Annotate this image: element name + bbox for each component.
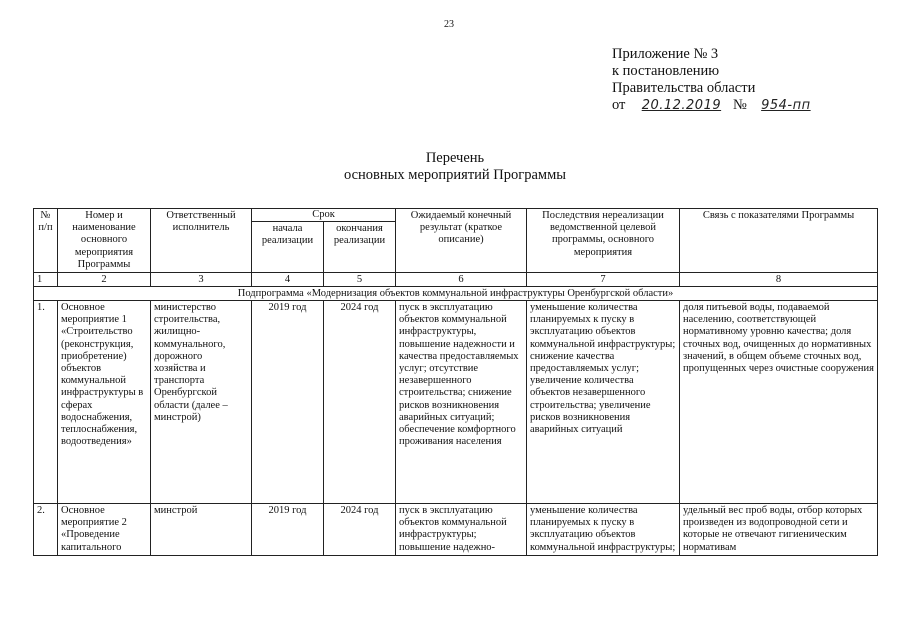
from-label: от [612, 97, 626, 113]
col-number: 8 [680, 273, 878, 287]
header-indicators: Связь с показателями Программы [680, 209, 878, 273]
table-row [34, 301, 878, 504]
heading-line-1: Перечень [425, 150, 485, 166]
appendix-title: Приложение № 3 [612, 46, 719, 62]
header-result: Ожидаемый конечный результат (краткое описание) [396, 209, 527, 273]
header-name: Номер и наименование основного мероприятия Программы [58, 209, 151, 273]
row-consequences: уменьшение количества планируемых к пуску в эксплуатацию объектов коммунальной инфраструктуры; снижение качества предоставляемых услуг; увеличение количества объектов незавершенного строительства; увеличение рисков возникновения аварийных ситуаций [527, 301, 680, 504]
row-indicators: доля питьевой воды, подаваемой населению, соответствующей нормативному уровню качества; доля сточных вод, очищенных до нормативных значений, в общем объеме сточных вод, пропущенных через очистные сооружения [680, 301, 878, 504]
appendix-resolution: к постановлению [612, 63, 720, 79]
col-number: 6 [396, 273, 527, 287]
row-indicators: удельный вес проб воды, отбор которых произведен из водопроводной сети и которые не отвечают гигиеническим нормативам [680, 504, 878, 556]
handwritten-date: 20.12.2019 [641, 98, 722, 113]
heading-line-2: основных мероприятий Программы [343, 167, 566, 183]
row-start: 2019 год [252, 301, 324, 504]
row-executor: минстрой [151, 504, 252, 556]
document-heading [250, 150, 660, 184]
subprogram-row [34, 287, 878, 301]
row-num: 2. [34, 504, 58, 556]
row-end: 2024 год [324, 504, 396, 556]
col-number: 7 [527, 273, 680, 287]
header-executor: Ответственный исполнитель [151, 209, 252, 273]
appendix-government: Правительства области [612, 80, 756, 96]
row-name: Основное мероприятие 1 «Строительство (реконструкция, приобретение) объектов коммунальной инфраструктуры в сферах водоснабжения, теплоснабжения, водоотведения» [58, 301, 151, 504]
subprogram-title: Подпрограмма «Модернизация объектов коммунальной инфраструктуры Оренбургской области» [34, 287, 878, 301]
row-consequences: уменьшение количества планируемых к пуску в эксплуатацию объектов коммунальной инфраструктуры; [527, 504, 680, 556]
appendix-block [612, 46, 821, 114]
measures-table [33, 208, 878, 556]
col-number: 5 [324, 273, 396, 287]
row-end: 2024 год [324, 301, 396, 504]
header-row [34, 209, 878, 222]
table-row [34, 504, 878, 556]
appendix-date-line [612, 97, 821, 114]
header-term-start: начала реализации [252, 221, 324, 272]
page-number: 23 [444, 19, 454, 30]
row-executor: министерство строительства, жилищно-коммунального, дорожного хозяйства и транспорта Оренбургской области (далее – минстрой) [151, 301, 252, 504]
row-result: пуск в эксплуатацию объектов коммунальной инфраструктуры, повышение надежности и качества предоставляемых услуг; отсутствие незавершенного строительства; снижение рисков возникновения аварийных ситуаций; обеспечение комфортного проживания населения [396, 301, 527, 504]
header-consequences: Последствия нереализации ведомственной целевой программы, основного мероприятия [527, 209, 680, 273]
row-name: Основное мероприятие 2 «Проведение капитального [58, 504, 151, 556]
column-numbers-row [34, 273, 878, 287]
col-number: 4 [252, 273, 324, 287]
col-number: 1 [34, 273, 58, 287]
row-num: 1. [34, 301, 58, 504]
header-term: Срок [252, 209, 396, 222]
header-term-end: окончания реализации [324, 221, 396, 272]
row-start: 2019 год [252, 504, 324, 556]
handwritten-number: 954-пп [761, 98, 811, 113]
row-result: пуск в эксплуатацию объектов коммунальной инфраструктуры; повышение надежно- [396, 504, 527, 556]
header-num: № п/п [34, 209, 58, 273]
col-number: 2 [58, 273, 151, 287]
number-label: № [733, 97, 747, 113]
col-number: 3 [151, 273, 252, 287]
